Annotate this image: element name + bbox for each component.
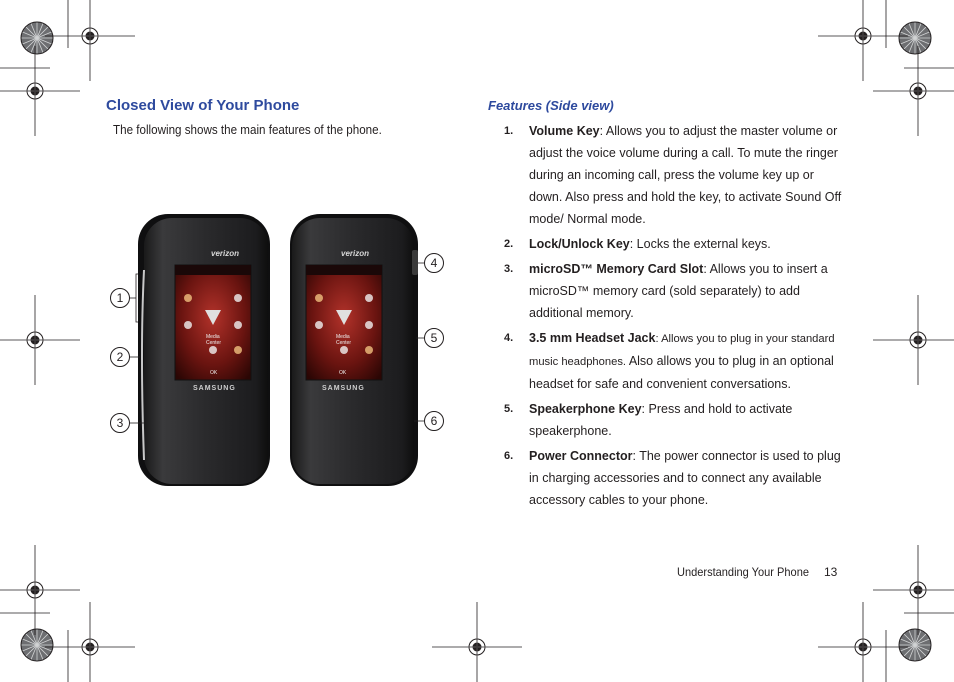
intro-text: The following shows the main features of the phone. (113, 123, 382, 137)
feature-desc: : Allows you to adjust the master volume or adjust the voice volume during a call. To mute the ringer during an incoming call, press the volume key up or down. Also press and hold the key, to activate Sound Off mode/ Normal mode. (529, 124, 842, 226)
phone-left (138, 214, 270, 486)
feature-term: Lock/Unlock Key (529, 237, 630, 251)
features-list (504, 120, 844, 514)
feature-item-headset-jack (504, 327, 844, 395)
feature-desc: : The power connector is used to plug in charging accessories and to connect any available accessory cables to your phone. (529, 449, 841, 507)
brand-label-left: SAMSUNG (193, 385, 236, 392)
feature-number: 5. (504, 403, 514, 415)
feature-item-power-connector (504, 445, 844, 511)
screen-menu-label-right: Media Center (336, 334, 352, 346)
feature-number: 4. (504, 332, 514, 344)
soft-key-label-left: OK (210, 370, 218, 376)
feature-term: Speakerphone Key (529, 402, 642, 416)
feature-desc: : Allows you to insert a microSD™ memory card (sold separately) to add additional memory. (529, 262, 828, 320)
feature-number: 1. (504, 125, 514, 137)
callout-1: 1 (110, 288, 130, 308)
carrier-logo-right: verizon (341, 249, 370, 258)
footer-section-label: Understanding Your Phone (677, 565, 809, 579)
feature-item-volume-key (504, 120, 844, 230)
feature-item-lock-key (504, 233, 844, 255)
feature-term: 3.5 mm Headset Jack (529, 331, 656, 345)
callout-5: 5 (424, 328, 444, 348)
feature-number: 6. (504, 450, 514, 462)
feature-term: Volume Key (529, 124, 600, 138)
soft-key-label-right: OK (339, 370, 347, 376)
callout-2: 2 (110, 347, 130, 367)
feature-desc: : Locks the external keys. (629, 237, 771, 251)
feature-term: Power Connector (529, 449, 633, 463)
feature-item-speakerphone-key (504, 398, 844, 442)
screen-menu-label-left: Media Center (206, 334, 222, 346)
callout-4: 4 (424, 253, 444, 273)
feature-term: microSD™ Memory Card Slot (529, 262, 704, 276)
feature-desc-small: : Allows you to plug in your standard music headphones. (529, 333, 835, 368)
carrier-logo-left: verizon (211, 249, 240, 258)
feature-item-microsd-slot (504, 258, 844, 324)
phone-illustration (100, 190, 460, 505)
callout-6: 6 (424, 411, 444, 431)
brand-label-right: SAMSUNG (322, 385, 365, 392)
callout-3: 3 (110, 413, 130, 433)
page-number: 13 (824, 565, 838, 579)
feature-desc: Also allows you to plug in an optional headset for safe and convenient conversations. (529, 354, 834, 391)
feature-desc: : Press and hold to activate speakerphone. (529, 402, 793, 438)
feature-number: 2. (504, 238, 514, 250)
phones-svg (100, 190, 460, 505)
section-title-features: Features (Side view) (488, 98, 614, 113)
feature-number: 3. (504, 263, 514, 275)
section-title-closed-view: Closed View of Your Phone (106, 97, 300, 114)
